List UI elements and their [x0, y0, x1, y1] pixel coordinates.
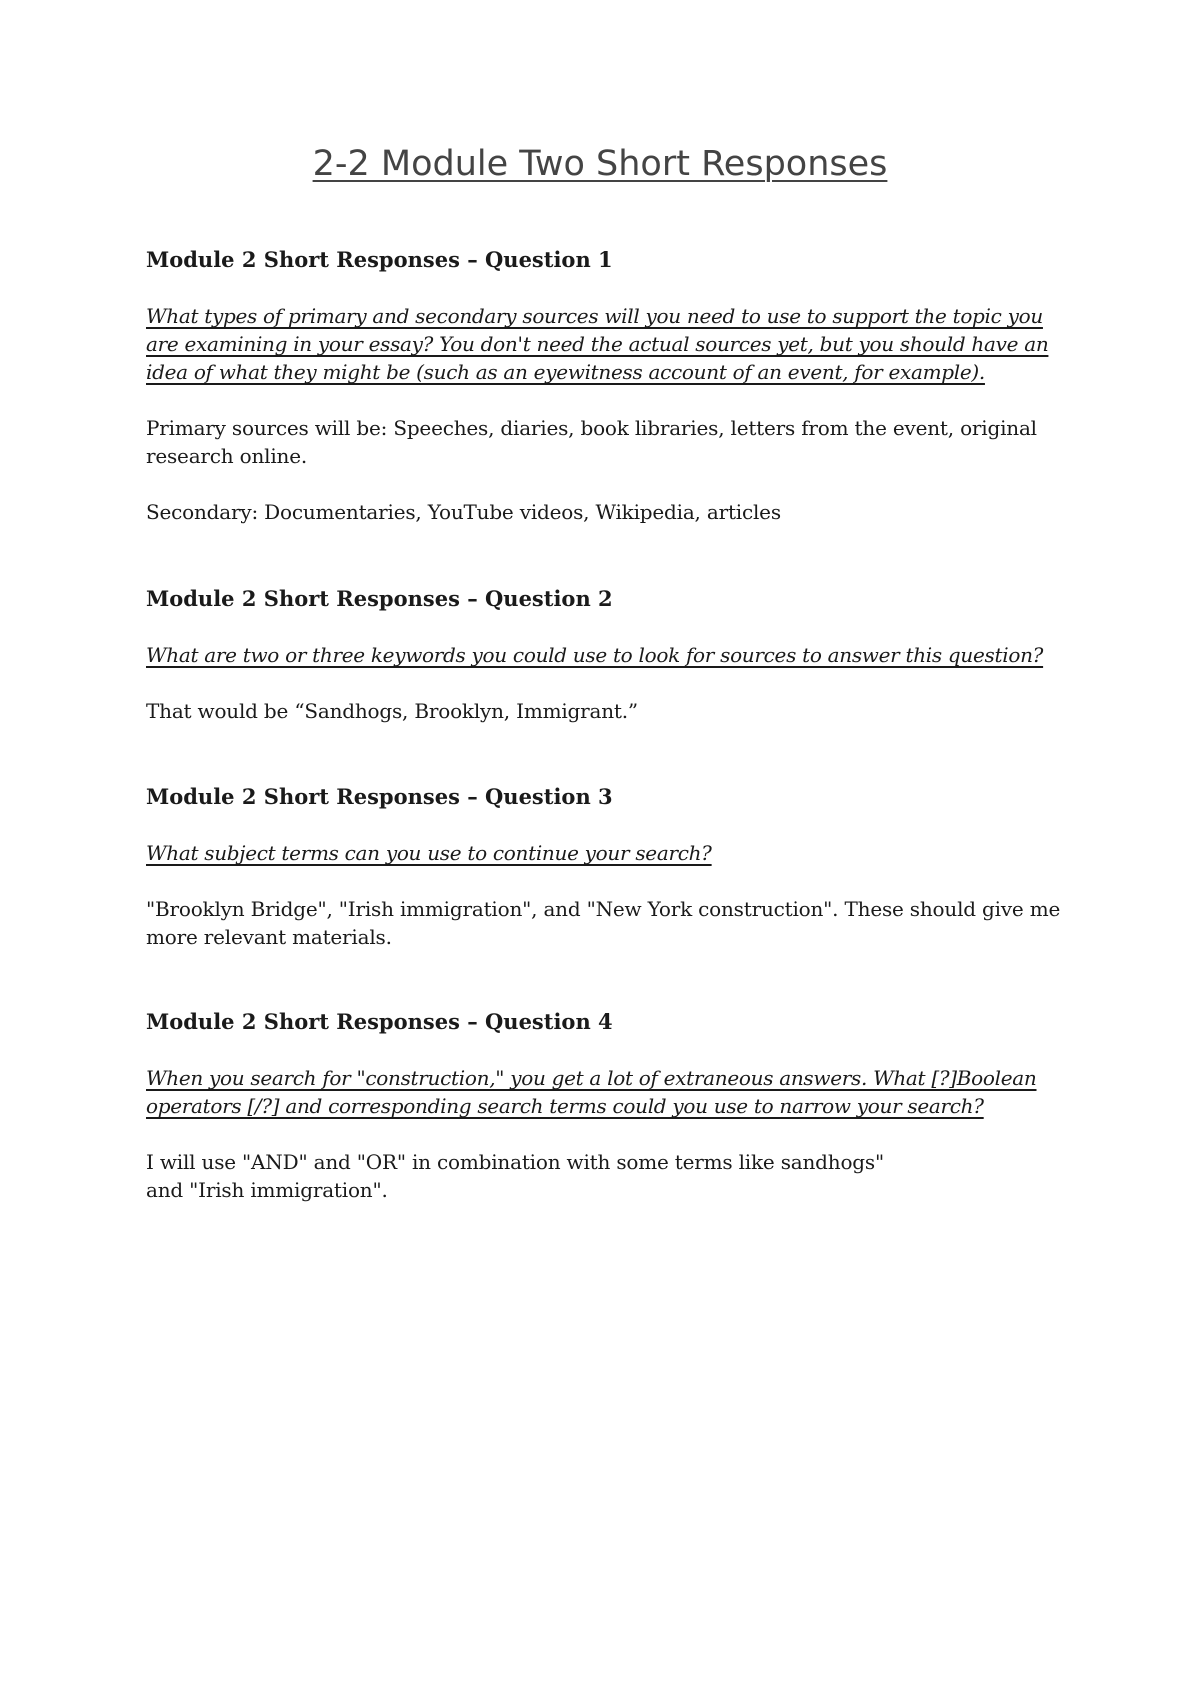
question-prompt: [146, 1064, 1076, 1120]
page-title: [0, 142, 1200, 186]
prompt-line: What subject terms can you use to continue your search?: [146, 841, 712, 865]
question-heading: Module 2 Short Responses – Question 3: [146, 784, 613, 809]
answer-paragraph: [146, 414, 1076, 470]
prompt-line: operators [/?] and corresponding search terms could you use to narrow your search?: [146, 1094, 984, 1118]
answer-line: and "Irish immigration".: [146, 1178, 388, 1202]
question-prompt: [146, 839, 1076, 867]
answer-line: research online.: [146, 444, 308, 468]
answer-line: Primary sources will be: Speeches, diaries, book libraries, letters from the event, original: [146, 416, 1037, 440]
question-heading: Module 2 Short Responses – Question 2: [146, 586, 613, 611]
page-title-text: 2-2 Module Two Short Responses: [312, 144, 888, 184]
question-3-section: [146, 783, 1076, 951]
prompt-line: are examining in your essay? You don't need the actual sources yet, but you should have an: [146, 332, 1049, 356]
question-heading: Module 2 Short Responses – Question 1: [146, 247, 613, 272]
answer-paragraph: [146, 498, 1076, 526]
question-1-section: [146, 246, 1076, 526]
answer-line: more relevant materials.: [146, 925, 392, 949]
answer-line: Secondary: Documentaries, YouTube videos, Wikipedia, articles: [146, 500, 781, 524]
answer-paragraph: [146, 1148, 1076, 1204]
answer-paragraph: [146, 895, 1076, 951]
prompt-line: What types of primary and secondary sources will you need to use to support the topic you: [146, 304, 1043, 328]
question-heading: Module 2 Short Responses – Question 4: [146, 1009, 613, 1034]
question-2-section: [146, 585, 1076, 725]
question-4-section: [146, 1008, 1076, 1204]
answer-paragraph: [146, 697, 1076, 725]
answer-line: That would be “Sandhogs, Brooklyn, Immigrant.”: [146, 699, 638, 723]
prompt-line: When you search for "construction," you get a lot of extraneous answers. What [?]Boolean: [146, 1066, 1037, 1090]
prompt-line: idea of what they might be (such as an eyewitness account of an event, for example).: [146, 360, 985, 384]
question-prompt: [146, 302, 1076, 386]
prompt-line: What are two or three keywords you could use to look for sources to answer this question?: [146, 643, 1044, 667]
answer-line: I will use "AND" and "OR" in combination with some terms like sandhogs": [146, 1150, 884, 1174]
question-prompt: [146, 641, 1076, 669]
answer-line: "Brooklyn Bridge", "Irish immigration", and "New York construction". These should give me: [146, 897, 1061, 921]
